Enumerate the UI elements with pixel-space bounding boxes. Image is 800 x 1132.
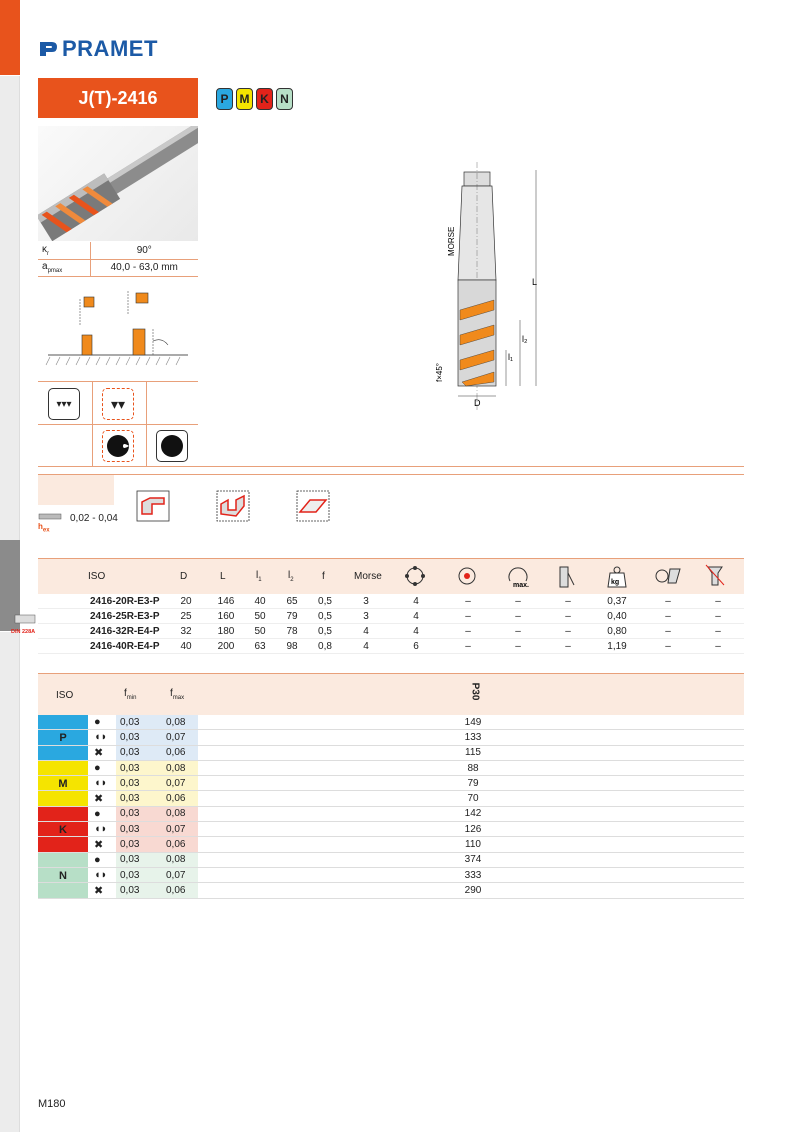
product-code: 2416-20R-E3-P xyxy=(90,595,160,607)
plunge-icon xyxy=(558,565,576,589)
end-mill-photo-image xyxy=(38,126,198,241)
condition-icon: ◖◗ xyxy=(94,823,108,836)
material-group-label: K xyxy=(38,807,88,853)
brand-logo xyxy=(38,36,158,62)
fmin-value: 0,03 xyxy=(116,776,162,790)
product-cell: 4 xyxy=(363,640,369,652)
material-group-k xyxy=(38,807,744,853)
cutting-speed-value: 70 xyxy=(467,793,479,805)
product-row xyxy=(38,594,744,609)
kr-subscript: r xyxy=(47,250,49,257)
fmax-value: 0,07 xyxy=(162,868,198,882)
cutting-data-row xyxy=(38,868,744,883)
product-photo xyxy=(38,126,198,241)
condition-icon: ✖ xyxy=(94,747,104,760)
material-group-m xyxy=(38,761,744,807)
cutting-data-row xyxy=(38,853,744,868)
material-group-label: P xyxy=(38,715,88,761)
cutting-data-row xyxy=(38,761,744,776)
product-cell: 32 xyxy=(180,625,192,637)
hex-subscript: ex xyxy=(42,527,50,534)
internal-coolant-icon xyxy=(456,565,478,587)
cutting-data-row xyxy=(38,730,744,745)
cutting-data-header xyxy=(38,673,744,715)
spec-row-ap xyxy=(38,259,198,276)
product-cell: 146 xyxy=(217,595,235,607)
product-cell: 78 xyxy=(286,625,298,637)
ap-value: 40,0 - 63,0 mm xyxy=(90,259,198,276)
dim-l2: l₂ xyxy=(522,334,528,344)
feed-range-label xyxy=(38,512,118,534)
fmin-value: 0,03 xyxy=(116,883,162,897)
product-cell: 50 xyxy=(254,625,266,637)
label-morse: MORSE xyxy=(447,226,456,256)
fmin-value: 0,03 xyxy=(116,837,162,851)
product-cell: – xyxy=(565,610,571,622)
cutting-data-row xyxy=(38,791,744,806)
product-cell: – xyxy=(665,610,671,622)
svg-text:kg: kg xyxy=(611,579,620,586)
product-code: 2416-25R-E3-P xyxy=(90,610,160,622)
product-cell: – xyxy=(565,595,571,607)
fmax-value: 0,06 xyxy=(162,791,198,805)
product-table-header xyxy=(38,558,744,594)
brand-name: PRAMET xyxy=(62,36,158,61)
cutting-conditions-grid xyxy=(38,381,198,465)
cutting-data-row xyxy=(38,883,744,898)
condition-icon: ◖◗ xyxy=(94,777,108,790)
fmax-value: 0,08 xyxy=(162,761,198,775)
chip-thickness-icon xyxy=(38,512,64,522)
col-l1: $l_1$ xyxy=(256,570,262,583)
product-cell: – xyxy=(515,595,521,607)
condition-icon: ● xyxy=(94,853,101,866)
product-cell: – xyxy=(715,610,721,622)
product-cell: 0,5 xyxy=(318,610,332,622)
spec-row-kr xyxy=(38,242,198,259)
interrupted-cut-icon xyxy=(102,430,134,462)
pramet-logo-icon xyxy=(38,39,58,59)
cd-col-iso: ISO xyxy=(56,690,74,701)
product-cell: 1,19 xyxy=(607,640,627,652)
cutting-data-row xyxy=(38,776,744,791)
condition-icon: ● xyxy=(94,762,101,775)
weight-icon xyxy=(606,565,628,589)
product-row xyxy=(38,624,744,639)
product-cell: 0,5 xyxy=(318,595,332,607)
product-cell: 4 xyxy=(413,625,419,637)
product-cell: 6 xyxy=(413,640,419,652)
condition-icon: ● xyxy=(94,716,101,729)
kr-value: 90° xyxy=(90,242,198,259)
feed-range-value: 0,02 - 0,04 xyxy=(70,513,118,524)
product-cell: 0,40 xyxy=(607,610,627,622)
product-cell: 0,37 xyxy=(607,595,627,607)
product-rows xyxy=(38,594,744,654)
col-iso: ISO xyxy=(88,571,106,582)
din-badge-text: DIN 228A xyxy=(11,629,36,635)
fmin-value: 0,03 xyxy=(116,868,162,882)
product-row xyxy=(38,609,744,624)
product-cell: – xyxy=(565,640,571,652)
col-f: f xyxy=(322,571,325,582)
cutting-speed-value: 126 xyxy=(464,823,482,835)
fmax-value: 0,06 xyxy=(162,837,198,851)
product-cell: 20 xyxy=(180,595,192,607)
cutting-speed-value: 374 xyxy=(464,854,482,866)
iso-tag-m: M xyxy=(236,88,253,110)
cutting-data-table xyxy=(38,673,744,899)
fmin-value: 0,03 xyxy=(116,822,162,836)
face-milling-icon xyxy=(296,490,330,522)
product-cell: 3 xyxy=(363,610,369,622)
product-cell: – xyxy=(715,625,721,637)
ap-subscript: pmax xyxy=(47,268,63,274)
material-group-n xyxy=(38,853,744,899)
svg-text:max.: max. xyxy=(513,582,529,589)
product-cell: 4 xyxy=(413,595,419,607)
product-cell: – xyxy=(665,625,671,637)
slot-milling-icon xyxy=(216,490,250,522)
dim-l1: l₁ xyxy=(508,352,514,362)
cutting-data-row xyxy=(38,837,744,852)
product-cell: – xyxy=(665,640,671,652)
teeth-count-icon xyxy=(404,565,426,587)
product-cell: 50 xyxy=(254,610,266,622)
product-cell: – xyxy=(515,610,521,622)
cutting-speed-value: 133 xyxy=(464,731,482,743)
material-group-label: N xyxy=(38,853,88,899)
cutting-data-row xyxy=(38,822,744,837)
fmin-value: 0,03 xyxy=(116,761,162,775)
fmax-value: 0,07 xyxy=(162,776,198,790)
product-cell: – xyxy=(465,595,471,607)
condition-icon: ● xyxy=(94,807,101,820)
product-cell: 0,5 xyxy=(318,625,332,637)
product-title: J(T)-2416 xyxy=(38,78,198,118)
condition-icon: ◖◗ xyxy=(94,869,108,882)
product-cell: – xyxy=(515,625,521,637)
cd-col-fmin: $f_{min}$ xyxy=(124,688,137,701)
page-number: M180 xyxy=(38,1098,66,1110)
iso-tag-p: P xyxy=(216,88,233,110)
product-cell: – xyxy=(715,640,721,652)
material-group-p xyxy=(38,715,744,761)
cutting-angle-diagram xyxy=(38,285,198,377)
cutting-speed-value: 142 xyxy=(464,808,482,820)
product-cell: – xyxy=(665,595,671,607)
operations-band xyxy=(38,475,114,505)
condition-icon: ✖ xyxy=(94,884,104,897)
screw-icon xyxy=(704,563,726,589)
product-cell: 25 xyxy=(180,610,192,622)
cutting-speed-value: 110 xyxy=(465,839,481,851)
hex-symbol: h xyxy=(38,522,43,531)
insert-icon xyxy=(654,565,682,587)
fmin-value: 0,03 xyxy=(116,791,162,805)
din-badge-icon xyxy=(10,614,40,636)
product-cell: 0,8 xyxy=(318,640,332,652)
cutting-data-rows xyxy=(38,715,744,899)
product-row xyxy=(38,639,744,654)
fmin-value: 0,03 xyxy=(116,715,162,729)
col-l2: $l_2$ xyxy=(288,570,294,583)
product-cell: – xyxy=(465,610,471,622)
cutting-data-row xyxy=(38,807,744,822)
product-code: 2416-32R-E4-P xyxy=(90,625,160,637)
col-morse: Morse xyxy=(354,571,382,582)
cutting-speed-value: 88 xyxy=(467,762,479,774)
max-ramp-icon xyxy=(506,563,532,589)
cutting-speed-value: 79 xyxy=(467,777,479,789)
product-cell: 4 xyxy=(413,610,419,622)
iso-tag-k: K xyxy=(256,88,273,110)
fmax-value: 0,07 xyxy=(162,730,198,744)
cd-col-fmax: $f_{max}$ xyxy=(170,688,185,701)
product-cell: 98 xyxy=(286,640,298,652)
product-cell: 65 xyxy=(286,595,298,607)
condition-icon: ✖ xyxy=(94,839,104,852)
product-cell: 160 xyxy=(217,610,235,622)
product-cell: 63 xyxy=(254,640,266,652)
product-cell: 3 xyxy=(363,595,369,607)
shoulder-milling-icon xyxy=(136,490,170,522)
dim-d: D xyxy=(474,398,481,408)
fmin-value: 0,03 xyxy=(116,746,162,760)
cutting-speed-value: 290 xyxy=(464,884,482,896)
product-cell: 4 xyxy=(363,625,369,637)
product-code: 2416-40R-E4-P xyxy=(90,640,160,652)
iso-material-tags xyxy=(216,88,293,110)
normal-conditions-icon: ▾▾ xyxy=(102,388,134,420)
cutting-speed-value: 149 xyxy=(464,716,482,728)
ap-symbol: a xyxy=(42,261,48,272)
spec-table xyxy=(38,242,198,277)
section-divider xyxy=(38,466,744,467)
fmax-value: 0,08 xyxy=(162,715,198,729)
product-cell: – xyxy=(465,640,471,652)
fmax-value: 0,06 xyxy=(162,746,198,760)
product-table xyxy=(38,558,744,654)
cutting-speed-value: 115 xyxy=(465,747,481,759)
product-cell: 200 xyxy=(217,640,235,652)
dim-big-l: L xyxy=(532,277,538,287)
continuous-cut-icon xyxy=(156,430,188,462)
fmin-value: 0,03 xyxy=(116,730,162,744)
fmax-value: 0,08 xyxy=(162,853,198,867)
product-cell: – xyxy=(465,625,471,637)
fmin-value: 0,03 xyxy=(116,807,162,821)
iso-tag-n: N xyxy=(276,88,293,110)
good-conditions-icon: ▾▾▾ xyxy=(48,388,80,420)
cd-col-grade: P30 xyxy=(469,682,481,701)
section-divider xyxy=(38,474,744,475)
side-index-strip xyxy=(0,0,20,1132)
fmax-value: 0,08 xyxy=(162,807,198,821)
col-l: L xyxy=(220,571,226,582)
cutting-data-row xyxy=(38,746,744,761)
product-cell: 180 xyxy=(217,625,235,637)
label-chamfer: f×45° xyxy=(435,363,444,382)
product-cell: 40 xyxy=(180,640,192,652)
cutting-data-row xyxy=(38,715,744,730)
material-group-label: M xyxy=(38,761,88,807)
fmin-value: 0,03 xyxy=(116,853,162,867)
product-cell: 79 xyxy=(286,610,298,622)
section-tab-active xyxy=(0,0,20,76)
condition-icon: ✖ xyxy=(94,793,104,806)
kr-symbol: κ xyxy=(42,243,47,255)
technical-drawing xyxy=(420,160,560,420)
product-cell: 40 xyxy=(254,595,266,607)
col-d: D xyxy=(180,571,188,582)
fmax-value: 0,06 xyxy=(162,883,198,897)
condition-icon: ◖◗ xyxy=(94,731,108,744)
product-cell: – xyxy=(565,625,571,637)
fmax-value: 0,07 xyxy=(162,822,198,836)
product-cell: 0,80 xyxy=(607,625,627,637)
cutting-speed-value: 333 xyxy=(464,869,482,881)
product-cell: – xyxy=(515,640,521,652)
product-cell: – xyxy=(715,595,721,607)
